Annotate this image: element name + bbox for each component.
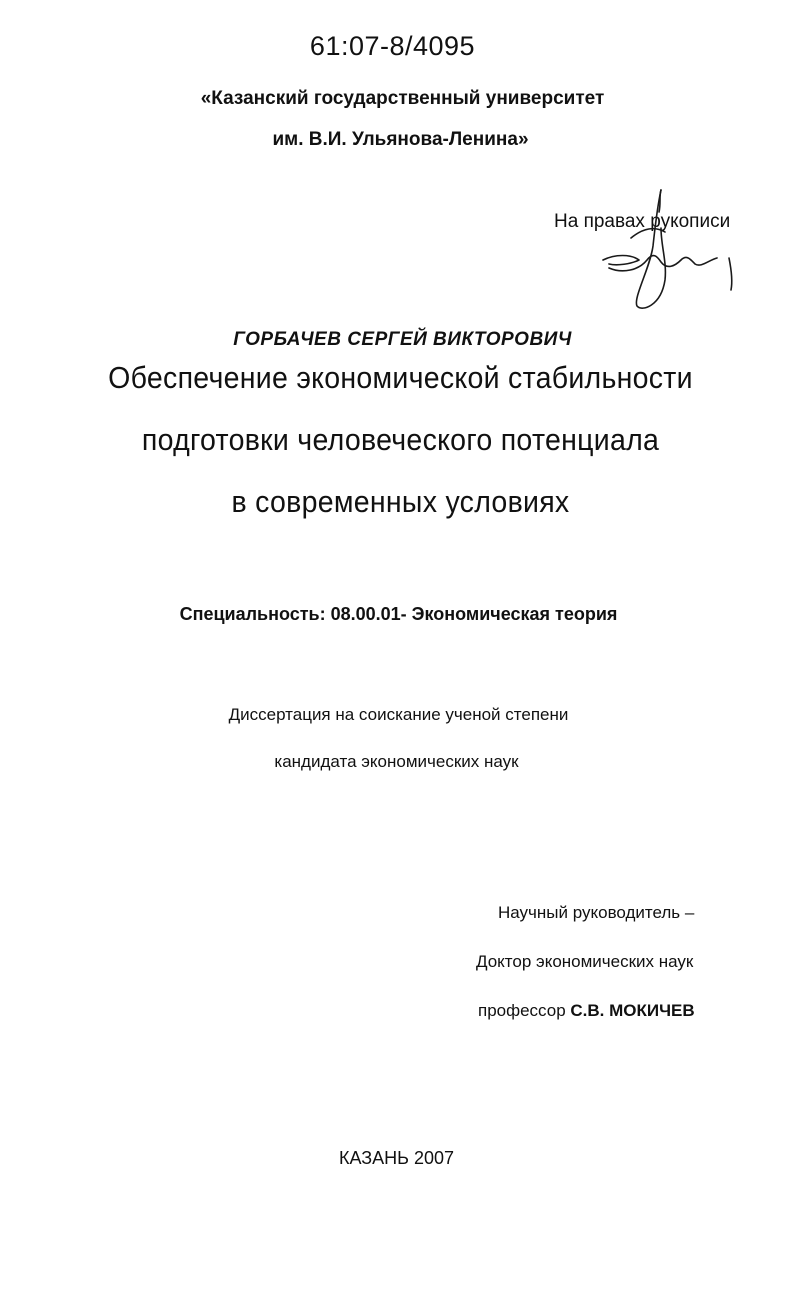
supervisor-label: Научный руководитель – (498, 903, 695, 922)
university-name-line1: «Казанский государственный университет (200, 88, 605, 109)
registry-code: 61:07-8/4095 (309, 31, 476, 61)
author-name: ГОРБАЧЕВ СЕРГЕЙ ВИКТОРОВИЧ (233, 329, 572, 350)
city-year: КАЗАНЬ 2007 (338, 1148, 455, 1168)
dissertation-title-line1: Обеспечение экономической стабильности (108, 360, 693, 395)
degree-line2: кандидата экономических наук (274, 752, 519, 771)
dissertation-title-line3: в современных условиях (231, 484, 570, 519)
supervisor-name-line (478, 1001, 695, 1021)
supervisor-name: С.В. МОКИЧЕВ (570, 1001, 695, 1020)
supervisor-degree: Доктор экономических наук (476, 952, 694, 971)
manuscript-note: На правах рукописи (554, 211, 731, 232)
handwritten-signature (595, 188, 745, 313)
specialty: Специальность: 08.00.01- Экономическая теория (179, 604, 618, 624)
university-name-line2: им. В.И. Ульянова-Ленина» (272, 129, 529, 150)
supervisor-title: профессор (478, 1001, 566, 1020)
dissertation-title-line2: подготовки человеческого потенциала (141, 422, 660, 457)
degree-line1: Диссертация на соискание ученой степени (228, 705, 569, 724)
